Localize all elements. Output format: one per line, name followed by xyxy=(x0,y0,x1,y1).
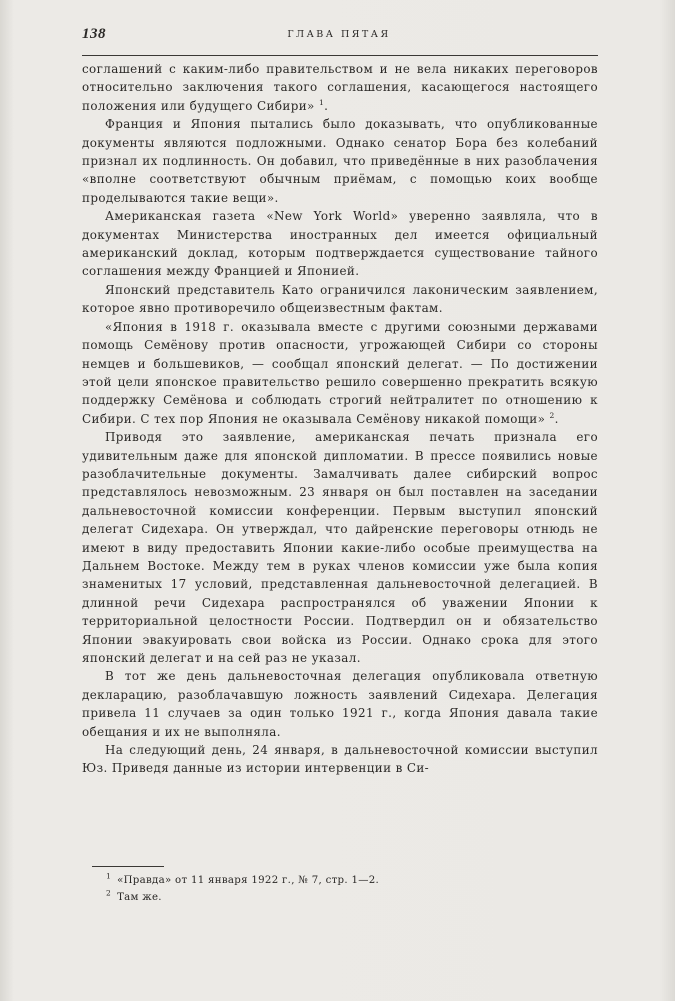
page-number: 138 xyxy=(82,26,106,42)
paragraph: Приводя это заявление, американская печать признала его удивительным даже для японской дипломатии. В прессе появились новые разоблачительные документы. Замалчивать далее сибирский вопрос представлялось невозможным. 23 января он был поставлен на заседании дальневосточной комиссии конференции. Первым выступил японский делегат Сидехара. Он утверждал, что дайренские переговоры отнюдь не имеют в виду предоставить Японии какие-либо особые преимущества на Дальнем Востоке. Между тем в руках членов комиссии уже была копия знаменитых 17 условий, представленная дальневосточной делегацией. В длинной речи Сидехара распространялся об уважении Японии к территориальной целостности России. Подтвердил он и обязательство Японии эвакуировать свои войска из России. Однако срока для этого японский делегат и на сей раз не указал. xyxy=(82,430,598,665)
footnote-ref: 1 xyxy=(318,97,325,107)
footnote xyxy=(106,872,576,889)
paragraph: На следующий день, 24 января, в дальневосточной комиссии выступил Юз. Приведя данные из истории интервенции в Си- xyxy=(82,743,598,776)
footnote xyxy=(106,889,576,906)
header-rule xyxy=(82,55,598,56)
paragraph: «Япония в 1918 г. оказывала вместе с другими союзными державами помощь Семёнову против опасности, угрожающей Сибири со стороны немцев и большевиков, — сообщал японский делегат. — По достижении этой цели японское правительство решило совершенно прекратить всякую поддержку Семёнова и соблюдать строгий нейтралитет по отношению к Сибири. С тех пор Япония не оказывала Семёнову никакой помощи» $^2$. xyxy=(82,319,598,426)
footnote-text: Там же. xyxy=(117,892,162,903)
paragraph: Франция и Япония пытались было доказывать, что опубликованные документы являются подложными. Однако сенатор Бора без колебаний признал их подлинность. Он добавил, что приведённые в них разоблачения «вполне соответствуют обычным приёмам, с помощью коих вообще проделываются такие вещи». xyxy=(82,117,598,205)
running-head: ГЛАВА ПЯТАЯ xyxy=(287,29,391,40)
footnote-rule xyxy=(92,866,164,867)
paragraph: В тот же день дальневосточная делегация опубликовала ответную декларацию, разоблачавшую ложность заявлений Сидехара. Делегация привела 11 случаев за один только 1921 г., когда Япония давала такие обещания и их не выполняла. xyxy=(82,669,598,739)
footnote-mark: 1 xyxy=(106,871,112,881)
footnote-text: «Правда» от 11 января 1922 г., № 7, стр. 1—2. xyxy=(117,875,380,886)
paragraph: Американская газета «New York World» уверенно заявляла, что в документах Министерства иностранных дел имеется официальный американский доклад, которым подтверждается существование тайного соглашения между Францией и Японией. xyxy=(82,209,598,279)
page-header xyxy=(82,26,596,46)
footnotes xyxy=(106,872,576,906)
footnote-mark: 2 xyxy=(106,888,112,898)
body-text xyxy=(82,60,598,778)
footnote-ref: 2 xyxy=(549,410,555,420)
paragraph: Японский представитель Като ограничился лаконическим заявлением, которое явно противоречило общеизвестным фактам. xyxy=(82,282,598,316)
paragraph: соглашений с каким-либо правительством и не вела никаких переговоров относительно заключения такого соглашения, касающегося настоящего положения или будущего Сибири» $^1$. xyxy=(82,62,598,113)
